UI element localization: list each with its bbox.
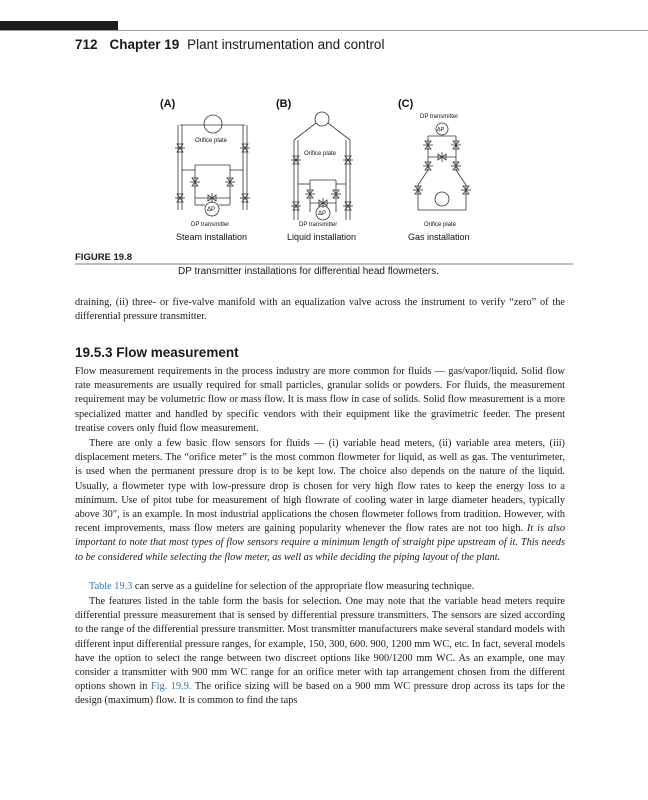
paragraph-flow-requirements: Flow measurement requirements in the process industry are more common for fluids — gas/vapor/liquid. Solid flow rate measurements are usually required for small particles, granular solids or powders. For fluids, the measurement requirement may be volumetric flow or mass flow. It is mass flow in case of solids. Solid flow measurement is a more specialized matter and handled by specific vendors with their equipment like the gravimetric feeder. The present treatise covers only fluid flow measurement. xyxy=(75,366,565,434)
panel-a-transmitter-label: DP transmitter xyxy=(191,222,230,228)
panel-b-transmitter-label: DP transmitter xyxy=(299,222,338,228)
paragraph-draining: draining, (ii) three- or five-valve manifold with an equalization valve across the instrument to verify “zero” of the differential pressure transmitter. xyxy=(75,297,565,323)
paragraph-features-text-b: The orifice sizing will be based on a 900 mm WC pressure drop across its taps for the design (maximum) flow. It is common to find the taps xyxy=(75,681,566,707)
panel-b-diagram xyxy=(276,98,356,242)
chapter-number: Chapter 19 xyxy=(109,37,180,52)
panel-c-caption: Gas installation xyxy=(408,232,470,242)
figure-rule xyxy=(75,263,573,265)
figure-label: FIGURE 19.8 xyxy=(75,252,133,263)
panel-b-orifice-label: Orifice plate xyxy=(304,151,337,157)
panel-b-caption: Liquid installation xyxy=(287,232,357,242)
panel-b-letter: (B) xyxy=(276,98,292,110)
panel-c-letter: (C) xyxy=(398,98,414,110)
paragraph-features xyxy=(75,595,565,709)
paragraph-table-guideline-text: can serve as a guideline for selection of the appropriate flow measuring technique. xyxy=(134,581,475,592)
paragraph-flow-sensors xyxy=(75,437,565,565)
panel-c-orifice-label: Orifice plate xyxy=(424,222,457,228)
panel-a-letter: (A) xyxy=(160,98,176,110)
figure-diagram xyxy=(0,0,648,250)
panel-a-dp-symbol: ΔP xyxy=(207,207,216,213)
paragraph-features-text-a: The features listed in the table form the basis for selection. One may note that the variable head meters require differential pressure measurement that is sensed by differential pressure transmitters. The sensors are sized according to the range of the differential pressure transmitter. Most transmitter manufacturers make several standard models with different input differential pressure ranges, for example, 150, 300, 600. 900, 1200 mm WC, etc. In fact, several models have the option to select the range between two discreet options like 900/1200 mm WC. As an example, one may consider a transmitter with 900 mm WC range for an orifice meter with tap arrangement chosen from the different options shown in xyxy=(75,596,565,693)
page-number: 712 xyxy=(75,37,98,52)
table-19-3-link[interactable]: Table 19.3 xyxy=(89,581,133,592)
panel-c-transmitter-label: DP transmitter xyxy=(420,114,459,120)
panel-a-orifice-label: Orifice plate xyxy=(195,138,228,144)
fig-19-9-link[interactable]: Fig. 19.9. xyxy=(150,681,192,693)
chapter-title: Plant instrumentation and control xyxy=(187,37,385,52)
panel-b-dp-symbol: ΔP xyxy=(318,211,327,217)
panel-c-diagram xyxy=(398,98,471,242)
panel-a-diagram xyxy=(160,98,250,242)
panel-a-caption: Steam installation xyxy=(176,232,248,242)
panel-c-dp-symbol: ΔP xyxy=(437,127,445,133)
figure-caption: DP transmitter installations for differential head flowmeters. xyxy=(178,266,439,277)
paragraph-table-guideline xyxy=(75,580,565,594)
paragraph-flow-sensors-italic: It is also important to note that most types of flow sensors require a minimum length of straight pipe upstream of it. This needs to be considered while selecting the flow meter, as well as while deciding the piping layout of the plant. xyxy=(75,523,565,563)
paragraph-flow-sensors-text: There are only a few basic flow sensors for fluids — (i) variable head meters, (ii) variable area meters, (iii) displacement meters. The “orifice meter” is the most common flowmeter for liquid, as well as gas. The venturimeter, is used when the permanent pressure drop is to be kept low. The choice also depends on the nature of the liquid. Usually, a flowmeter type with low-pressure drop is chosen for very high flow rates to keep the energy loss to a minimum. Use of pitot tube for measurement of high flowrate of cooling water in large diameter headers, typically above 30″, is an example. In most industrial applications the chosen flowmeter follows from tradition. However, with recent improvements, mass flow meters are gaining popularity whenever the flow rates are not too high. xyxy=(75,438,565,535)
section-heading: 19.5.3 Flow measurement xyxy=(75,345,239,360)
